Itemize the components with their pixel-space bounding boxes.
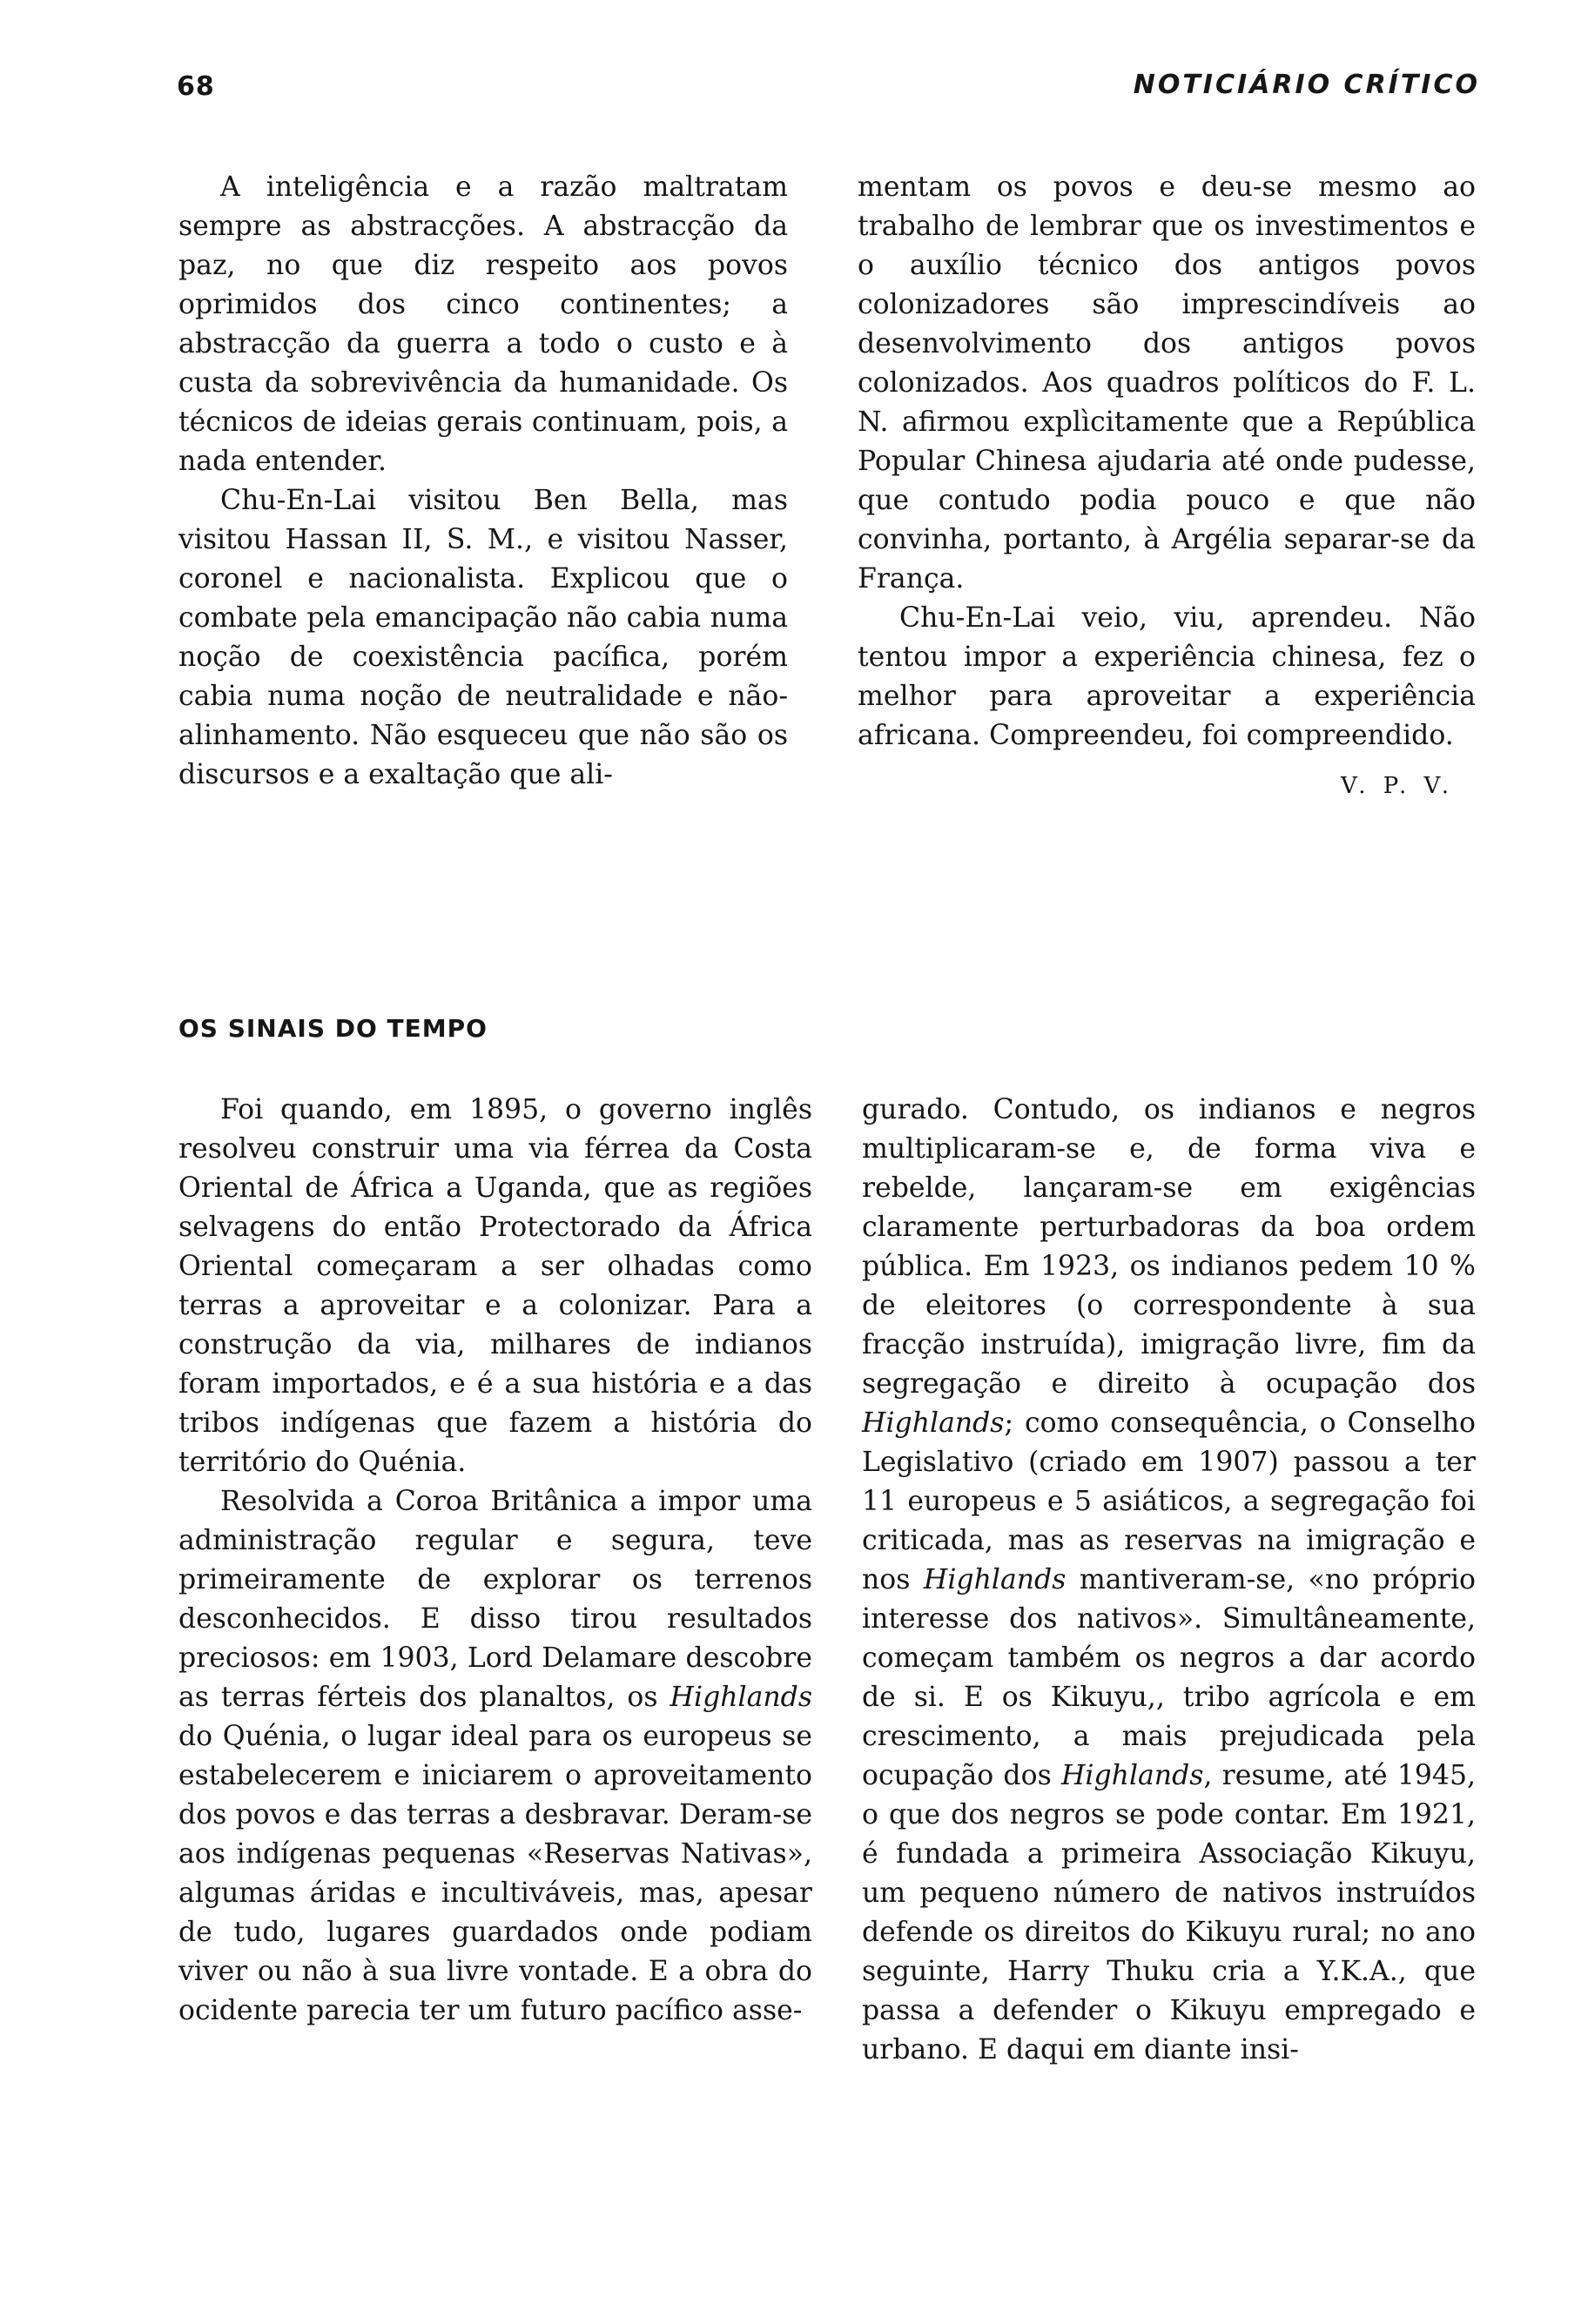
article-1-column-2 [858, 168, 1476, 756]
paragraph: Chu-En-Lai veio, viu, aprendeu. Não tentou impor a experiência chinesa, fez o melhor para aproveitar a experiência africana. Compreendeu, foi compreendido. [858, 602, 1476, 751]
running-head: NOTICIÁRIO CRÍTICO [1133, 70, 1480, 100]
article-1-column-1 [178, 168, 788, 795]
article-2-column-1 [178, 1091, 812, 2031]
paragraph-continued: gurado. Contudo, os indianos e negros multiplicaram-se e, de forma viva e rebelde, lançaram-se em exigências claramente perturbadoras da boa ordem pública. Em 1923, os indianos pedem 10 % de eleitores (o correspondente à sua fracção instruída), imigração livre, fim da segregação e direito à ocupação dos Highlands; como consequência, o Conselho Legislativo (criado em 1907) passou a ter 11 europeus e 5 asiáticos, a segregação foi criticada, mas as reservas na imigração e nos Highlands mantiveram-se, «no próprio interesse dos nativos». Simultâneamente, começam também os negros a dar acordo de si. E os Kikuyu,, tribo agrícola e em crescimento, a mais prejudicada pela ocupação dos Highlands, resume, até 1945, o que dos negros se pode contar. Em 1921, é fundada a primeira Associação Kikuyu, um pequeno número de nativos instruídos defende os direitos do Kikuyu rural; no ano seguinte, Harry Thuku cria a Y.K.A., que passa a defender o Kikuyu empregado e urbano. E daqui em diante insi- [862, 1094, 1476, 2065]
paragraph: Chu-En-Lai visitou Ben Bella, mas visitou Hassan II, S. M., e visitou Nasser, coronel e nacionalista. Explicou que o combate pela emancipação não cabia numa noção de coexistência pacífica, porém cabia numa noção de neutralidade e não-alinhamento. Não esqueceu que não são os discursos e a exaltação que ali- [178, 485, 788, 790]
section-title: OS SINAIS DO TEMPO [178, 1014, 488, 1043]
page-number: 68 [177, 71, 215, 102]
paragraph: A inteligência e a razão maltratam sempre as abstracções. A abstracção da paz, no que diz respeito aos povos oprimidos dos cinco continentes; a abstracção da guerra a todo o custo e à custa da sobrevivência da humanidade. Os técnicos de ideias gerais continuam, pois, a nada entender. [178, 171, 788, 477]
paragraph-continued: mentam os povos e deu-se mesmo ao trabalho de lembrar que os investimentos e o auxílio técnico dos antigos povos colonizadores são imprescindíveis ao desenvolvimento dos antigos povos colonizados. Aos quadros políticos do F. L. N. afirmou explìcitamente que a República Popular Chinesa ajudaria até onde pudesse, que contudo podia pouco e que não convinha, portanto, à Argélia separar-se da França. [858, 171, 1476, 594]
paragraph: Foi quando, em 1895, o governo inglês resolveu construir uma via férrea da Costa Oriental de África a Uganda, que as regiões selvagens do então Protectorado da África Oriental começaram a ser olhadas como terras a aproveitar e a colonizar. Para a construção da via, milhares de indianos foram importados, e é a sua história e a das tribos indígenas que fazem a história do território do Quénia. [178, 1094, 812, 1478]
signature-initials: V. P. V. [1341, 773, 1455, 799]
paragraph: Resolvida a Coroa Britânica a impor uma administração regular e segura, teve primeiramente de explorar os terrenos desconhecidos. E disso tirou resultados preciosos: em 1903, Lord Delamare descobre as terras férteis dos planaltos, os Highlands do Quénia, o lugar ideal para os europeus se estabelecerem e iniciarem o aproveitamento dos povos e das terras a desbravar. Deram-se aos indígenas pequenas «Reservas Nativas», algumas áridas e incultiváveis, mas, apesar de tudo, lugares guardados onde podiam viver ou não à sua livre vontade. E a obra do ocidente parecia ter um futuro pacífico asse- [178, 1486, 812, 2026]
article-2-column-2 [862, 1091, 1476, 2070]
